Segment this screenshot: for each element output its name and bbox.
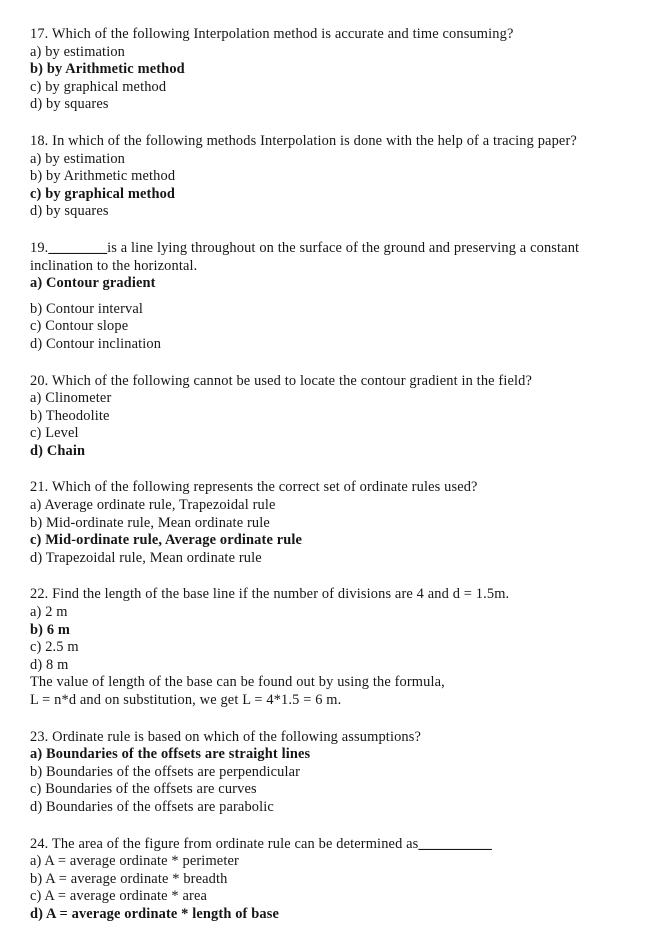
question-block-24 xyxy=(30,836,633,924)
option-c[interactable]: c) by graphical method xyxy=(30,78,167,95)
option-b[interactable]: b) Theodolite xyxy=(30,407,110,424)
explanation-line-2: L = n*d and on substitution, we get L = 4*1.5 = 6 m. xyxy=(30,692,342,708)
question-block-23 xyxy=(30,729,633,817)
question-stem: 20. Which of the following cannot be used to locate the contour gradient in the field? xyxy=(30,372,533,389)
option-a[interactable]: a) by estimation xyxy=(30,150,126,167)
option-c[interactable]: c) 2.5 m xyxy=(30,639,79,656)
option-a[interactable]: a) Clinometer xyxy=(30,390,112,407)
option-a[interactable]: a) 2 m xyxy=(30,604,68,621)
option-a[interactable]: a) Boundaries of the offsets are straight lines xyxy=(30,746,311,763)
option-a[interactable]: a) by estimation xyxy=(30,43,126,60)
option-d[interactable]: d) by squares xyxy=(30,203,109,220)
question-stem: 23. Ordinate rule is based on which of the following assumptions? xyxy=(30,728,422,745)
question-block-20 xyxy=(30,373,633,461)
option-b[interactable]: b) Contour interval xyxy=(30,300,144,317)
explanation-line-1: The value of length of the base can be found out by using the formula, xyxy=(30,674,445,691)
question-block-18 xyxy=(30,133,633,221)
question-stem: 18. In which of the following methods Interpolation is done with the help of a tracing paper? xyxy=(30,132,577,149)
question-stem: 17. Which of the following Interpolation method is accurate and time consuming? xyxy=(30,26,514,42)
question-block-19 xyxy=(30,240,633,354)
option-a[interactable]: a) A = average ordinate * perimeter xyxy=(30,853,239,870)
question-stem xyxy=(30,836,628,854)
option-d[interactable]: d) by squares xyxy=(30,96,109,113)
question-block-22 xyxy=(30,586,633,709)
option-c[interactable]: c) Level xyxy=(30,425,79,442)
option-d[interactable]: d) Contour inclination xyxy=(30,335,162,352)
option-b[interactable]: b) Mid-ordinate rule, Mean ordinate rule xyxy=(30,514,270,531)
option-b[interactable]: b) 6 m xyxy=(30,621,71,638)
question-block-21 xyxy=(30,479,633,567)
question-stem: 22. Find the length of the base line if the number of divisions are 4 and d = 1.5m. xyxy=(30,586,510,603)
option-b[interactable]: b) by Arithmetic method xyxy=(30,61,185,78)
option-b[interactable]: b) by Arithmetic method xyxy=(30,168,176,185)
question-stem xyxy=(30,240,628,275)
fill-in-blank: __________ xyxy=(418,835,492,852)
question-stem-text: is a line lying throughout on the surface of the ground and preserving a constant inclination to the horizontal. xyxy=(30,239,583,274)
option-d[interactable]: d) A = average ordinate * length of base xyxy=(30,905,279,922)
option-a[interactable]: a) Average ordinate rule, Trapezoidal rule xyxy=(30,497,276,514)
question-number: 19. xyxy=(30,239,49,256)
option-d[interactable]: d) Chain xyxy=(30,442,86,459)
option-c[interactable]: c) Contour slope xyxy=(30,318,129,335)
option-b[interactable]: b) A = average ordinate * breadth xyxy=(30,870,228,887)
option-d[interactable]: d) Trapezoidal rule, Mean ordinate rule xyxy=(30,549,262,566)
option-d[interactable]: d) Boundaries of the offsets are parabolic xyxy=(30,798,274,815)
option-c[interactable]: c) Boundaries of the offsets are curves xyxy=(30,781,257,798)
option-c[interactable]: c) A = average ordinate * area xyxy=(30,888,208,905)
question-stem-text: 24. The area of the figure from ordinate rule can be determined as xyxy=(30,835,419,852)
option-a[interactable]: a) Contour gradient xyxy=(30,275,156,292)
fill-in-blank: ________ xyxy=(48,239,108,256)
option-c[interactable]: c) Mid-ordinate rule, Average ordinate rule xyxy=(30,532,303,549)
question-stem: 21. Which of the following represents the correct set of ordinate rules used? xyxy=(30,479,478,496)
option-b[interactable]: b) Boundaries of the offsets are perpendicular xyxy=(30,763,301,780)
option-c[interactable]: c) by graphical method xyxy=(30,185,176,202)
question-block-17 xyxy=(30,26,633,114)
option-d[interactable]: d) 8 m xyxy=(30,656,69,673)
